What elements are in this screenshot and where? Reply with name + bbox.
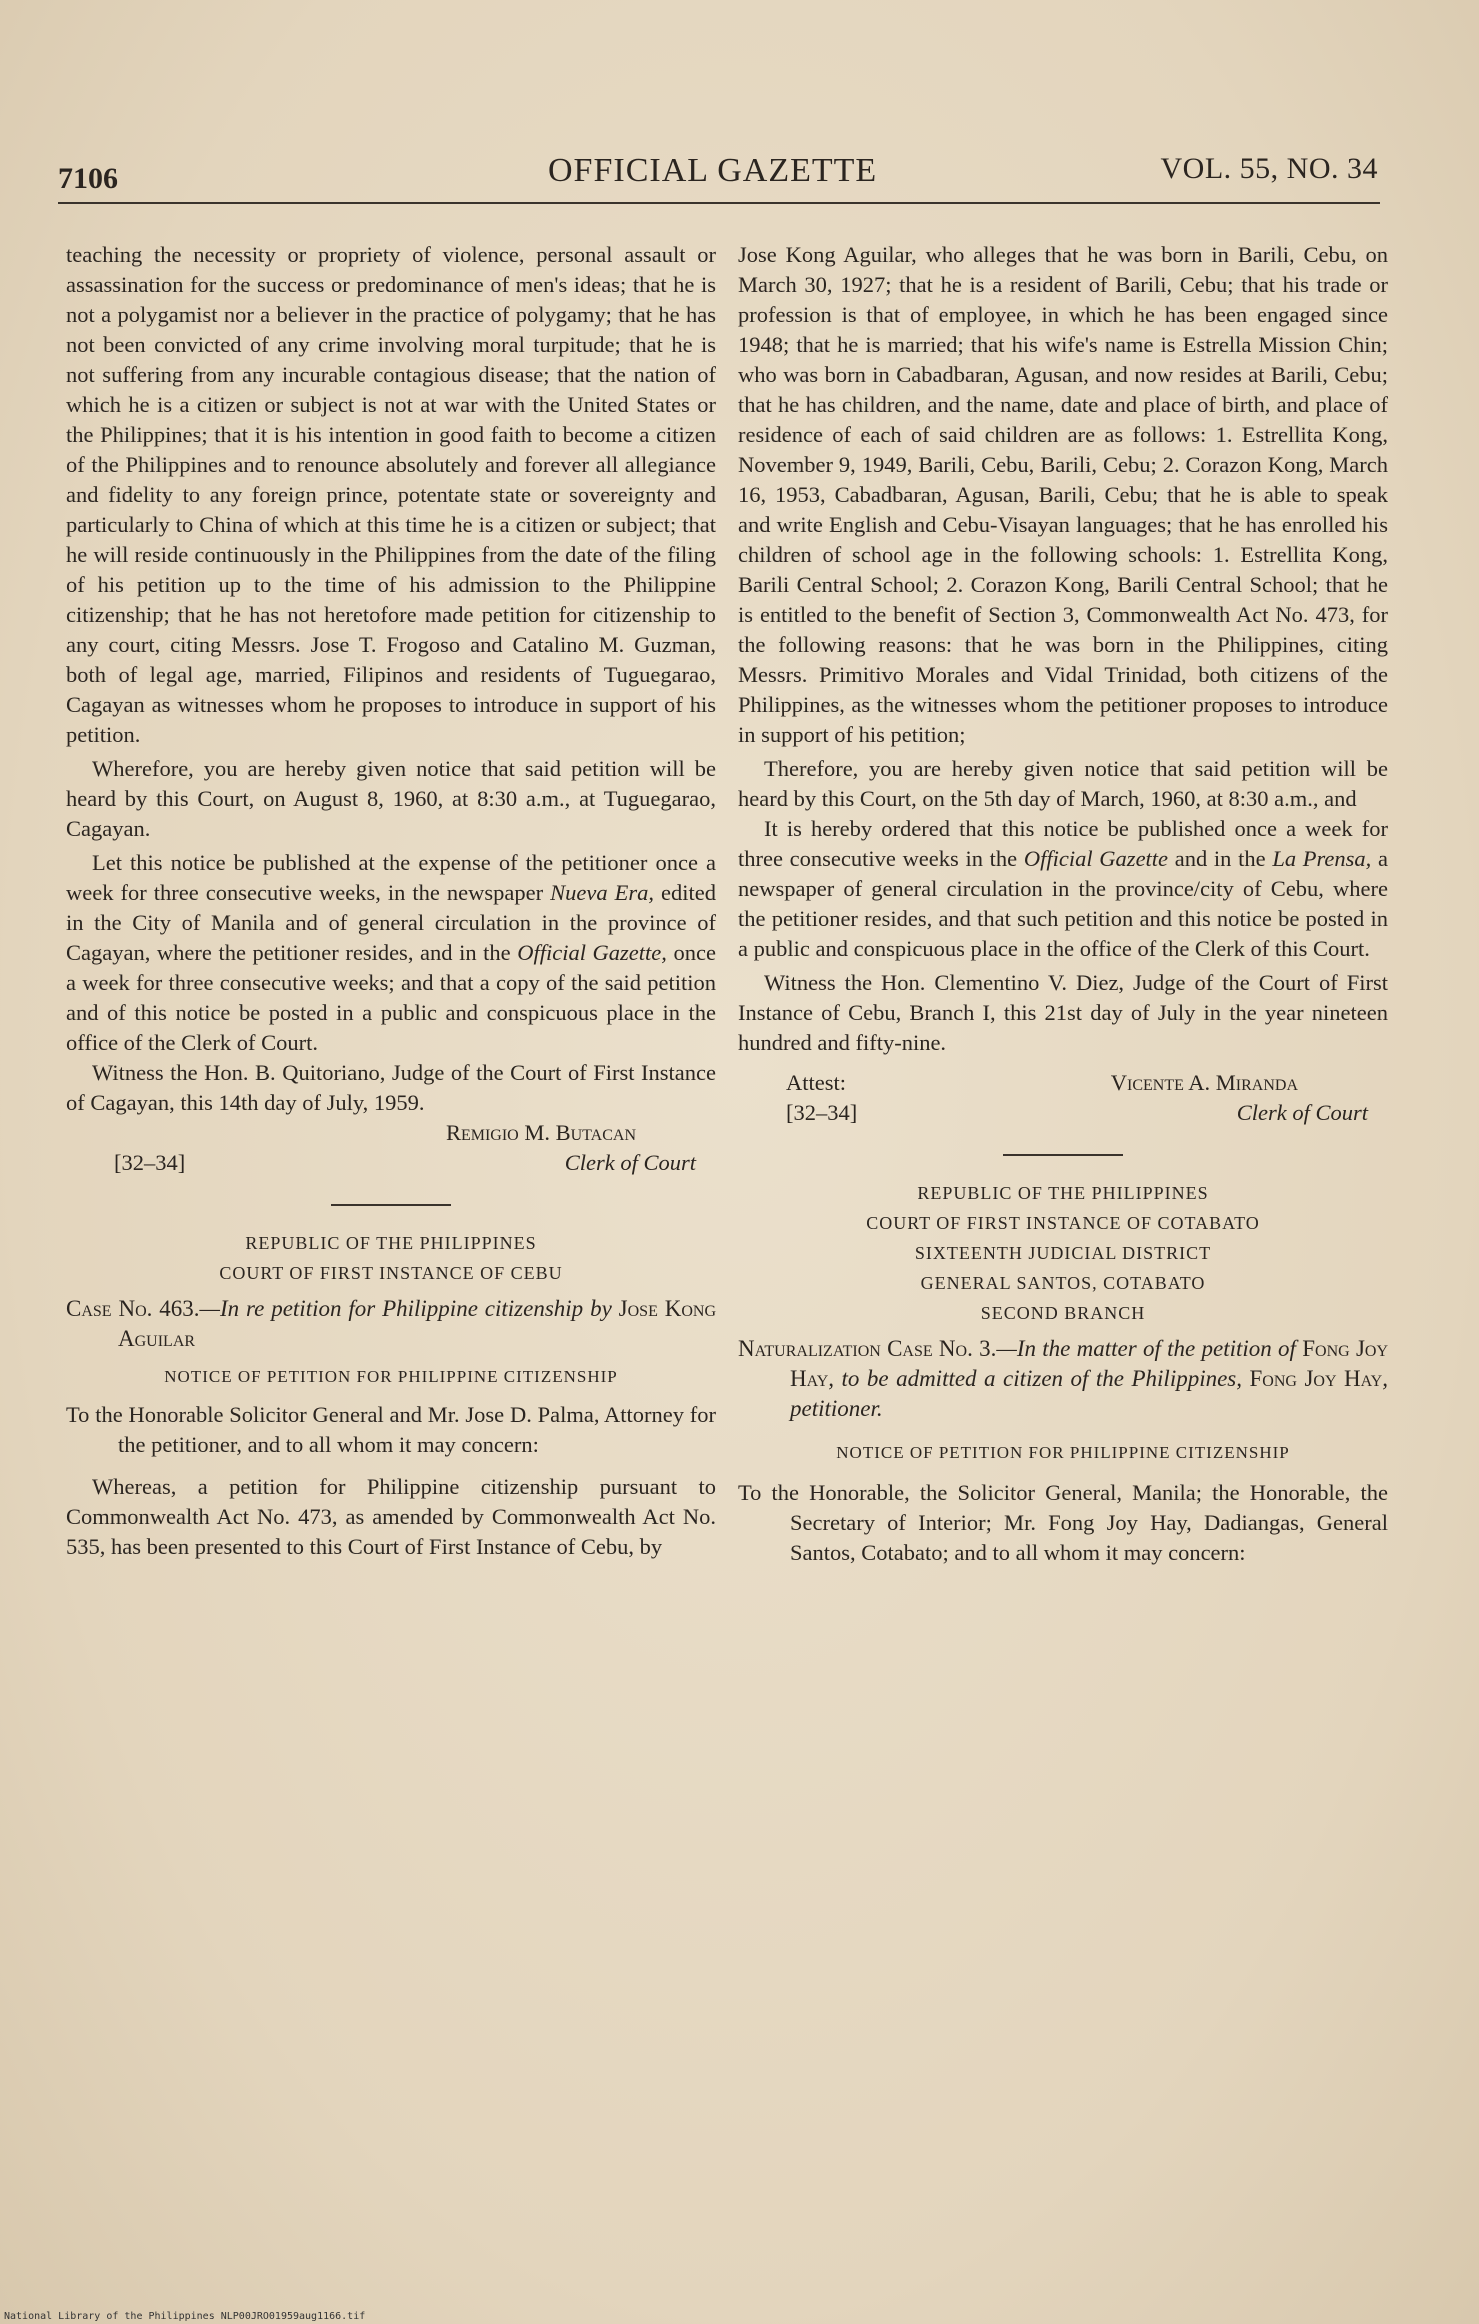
- header-rule: [58, 202, 1380, 204]
- right-column: [738, 240, 1388, 1568]
- whereas-paragraph: Whereas, a petition for Philippine citizenship pursuant to Commonwealth Act No. 473, as amended by Commonwealth Act No. 535, has been presented to this Court of First Instance of Cebu, by: [66, 1474, 716, 1559]
- publication-title: OFFICIAL GAZETTE: [548, 152, 878, 189]
- attest-label: Attest:: [786, 1070, 846, 1095]
- gazette-name: Official Gazette: [1023, 846, 1169, 871]
- notice-heading: NOTICE OF PETITION FOR PHILIPPINE CITIZENSHIP: [836, 1443, 1290, 1462]
- scan-footer: National Library of the Philippines NLP00JRO01959aug1166.tif: [4, 2311, 366, 2322]
- section-divider: [1003, 1154, 1123, 1156]
- clerk-title: Clerk of Court: [564, 1150, 696, 1175]
- republic-heading: REPUBLIC OF THE PHILIPPINES: [917, 1183, 1209, 1203]
- section-divider: [331, 1204, 451, 1206]
- petition-continuation: teaching the necessity or propriety of violence, personal assault or assassination for the success or predominance of men's ideas; that he is not a polygamist nor a believer in the practice of polygamy; that he has not been convicted of any crime involving moral turpitude; that he is not suffering from any incurable contagious disease; that the nation of which he is a citizen or subject is not at war with the United States or the Philippines; that it is his intention in good faith to become a citizen of the Philippines and to renounce absolutely and forever all allegiance and fidelity to any foreign prince, potentate state or sovereignty and particularly to China of which at this time he is a citizen or subject; that he will reside continuously in the Philippines from the date of the filing of his petition up to the time of his admission to the Philippine citizenship; that he has not heretofore made petition for citizenship to any court, citing Messrs. Jose T. Frogoso and Catalino M. Guzman, both of legal age, married, Filipinos and residents of Tuguegarao, Cagayan as witnesses whom he proposes to introduce in support of his petition.: [66, 242, 716, 747]
- branch-heading: SECOND BRANCH: [980, 1303, 1146, 1323]
- court-heading: COURT OF FIRST INSTANCE OF CEBU: [219, 1263, 563, 1283]
- notice-heading: NOTICE OF PETITION FOR PHILIPPINE CITIZENSHIP: [164, 1367, 618, 1386]
- case-title: Case No. 463.—In re petition for Philippine citizenship by Jose Kong Aguilar: [66, 1296, 717, 1351]
- witness-paragraph: Witness the Hon. Clementino V. Diez, Judge of the Court of First Instance of Cebu, Branch I, this 21st day of July in the year nineteen hundred and fifty-nine.: [738, 970, 1388, 1055]
- republic-heading: REPUBLIC OF THE PHILIPPINES: [245, 1233, 537, 1253]
- place-heading: GENERAL SANTOS, COTABATO: [920, 1273, 1206, 1293]
- signature-block: [66, 1118, 716, 1178]
- witness-paragraph: Witness the Hon. B. Quitoriano, Judge of the Court of First Instance of Cagayan, this 14th day of July, 1959.: [66, 1060, 716, 1115]
- hearing-notice: Therefore, you are hereby given notice that said petition will be heard by this Court, on the 5th day of March, 1960, at 8:30 a.m., and: [738, 756, 1388, 811]
- petition-details: Jose Kong Aguilar, who alleges that he was born in Barili, Cebu, on March 30, 1927; that he is a resident of Barili, Cebu; that his trade or profession is that of employee, in which he has been engaged since 1948; that he is married; that his wife's name is Estrella Mission Chin; who was born in Cabadbaran, Agusan, and now resides at Barili, Cebu; that he has children, and the name, date and place of birth, and place of residence of each of said children are as follows: 1. Estrellita Kong, November 9, 1949, Barili, Cebu, Barili, Cebu; 2. Corazon Kong, March 16, 1953, Cabadbaran, Agusan, Barili, Cebu; that he is able to speak and write English and Cebu-Visayan languages; that he has enrolled his children of school age in the following schools: 1. Estrellita Kong, Barili Central School; 2. Corazon Kong, Barili Central School; that he is entitled to the benefit of Section 3, Commonwealth Act No. 473, for the following reasons: that he was born in the Philippines, citing Messrs. Primitivo Morales and Vidal Trinidad, both citizens of the Philippines, as the witnesses whom the petitioner proposes to introduce in support of his petition;: [738, 242, 1388, 747]
- clerk-name: Vicente A. Miranda: [1110, 1070, 1298, 1095]
- page-header: [58, 148, 1378, 198]
- newspaper-name: La Prensa,: [1272, 846, 1372, 871]
- district-heading: SIXTEENTH JUDICIAL DISTRICT: [914, 1243, 1212, 1263]
- address-line: To the Honorable, the Solicitor General, Manila; the Honorable, the Secretary of Interior; Mr. Fong Joy Hay, Dadiangas, General Santos, Cotabato; and to all whom it may concern:: [738, 1480, 1388, 1565]
- publication-order: Let this notice be published at the expense of the petitioner once a week for three consecutive weeks, in the newspaper Nueva Era, edited in the City of Manila and of general circulation in the province of Cagayan, where the petitioner resides, and in the Official Gazette, once a week for three consecutive weeks; and that a copy of the said petition and of this notice be posted in a public and conspicuous place in the office of the Clerk of Court.: [66, 850, 716, 1055]
- issue-code: [32–34]: [786, 1100, 858, 1125]
- hearing-notice: Wherefore, you are hereby given notice that said petition will be heard by this Court, on August 8, 1960, at 8:30 a.m., at Tuguegarao, Cagayan.: [66, 756, 716, 841]
- clerk-name: Remigio M. Butacan: [445, 1120, 636, 1145]
- issue-code: [32–34]: [114, 1150, 186, 1175]
- newspaper-name: Nueva Era,: [550, 880, 654, 905]
- address-line: To the Honorable Solicitor General and Mr. Jose D. Palma, Attorney for the petitioner, and to all whom it may concern:: [66, 1402, 716, 1457]
- volume-number: VOL. 55, NO. 34: [1160, 152, 1378, 185]
- gazette-name: Official Gazette,: [517, 940, 667, 965]
- court-heading: COURT OF FIRST INSTANCE OF COTABATO: [866, 1213, 1260, 1233]
- publication-order: It is hereby ordered that this notice be published once a week for three consecutive weeks in the Official Gazette and in the La Prensa, a newspaper of general circulation in the province/city of Cebu, where the petitioner resides, and that such petition and this notice be posted in a public and conspicuous place in the office of the Clerk of this Court.: [738, 816, 1388, 961]
- left-column: [66, 240, 716, 1562]
- clerk-title: Clerk of Court: [1236, 1100, 1368, 1125]
- page-number: 7106: [58, 162, 118, 195]
- case-title: Naturalization Case No. 3.—In the matter of the petition of Fong Joy Hay, to be admitted a citizen of the Philippines, Fong Joy Hay, petitioner.: [738, 1336, 1389, 1421]
- signature-block: [738, 1068, 1388, 1128]
